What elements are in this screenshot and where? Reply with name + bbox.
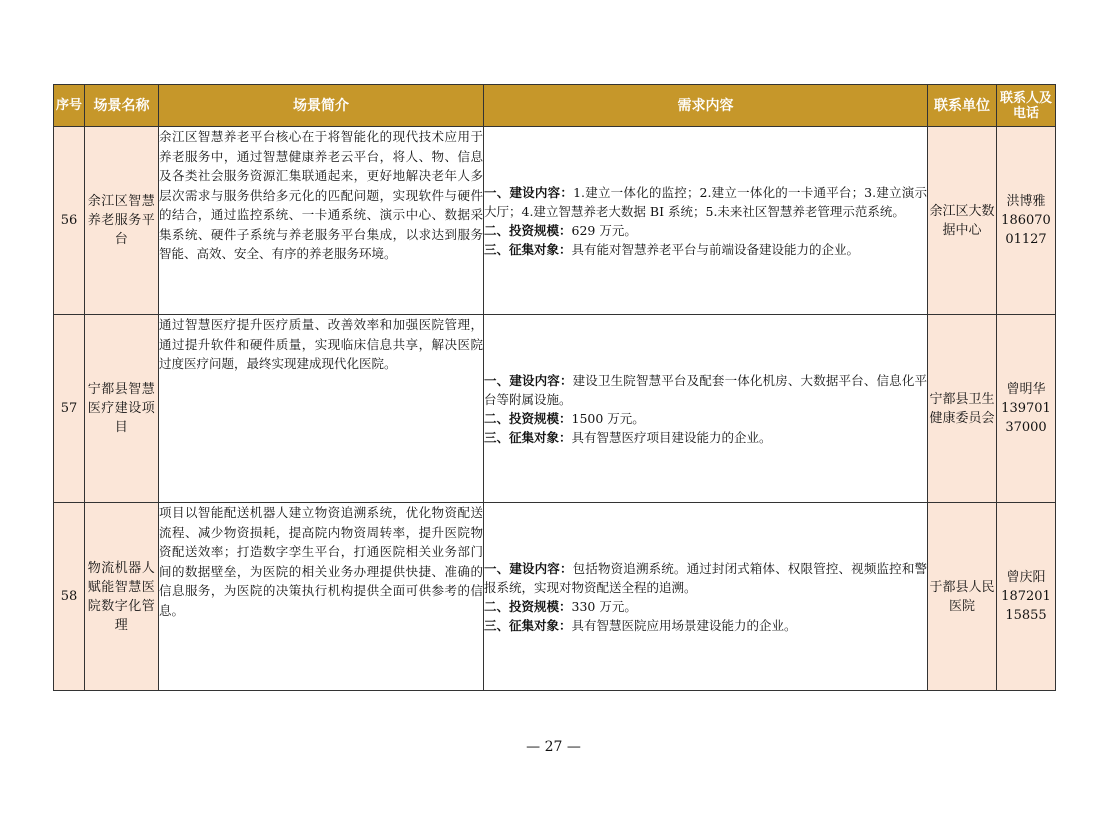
scale-label: 二、投资规模：: [484, 598, 572, 614]
row-contact: [997, 127, 1056, 315]
row-num: 58: [54, 503, 85, 691]
row-demand: [484, 503, 928, 691]
target-text: 具有智慧医疗项目建设能力的企业。: [571, 429, 772, 445]
row-name: 宁都县智慧医疗建设项目: [85, 315, 159, 503]
row-intro: 通过智慧医疗提升医疗质量、改善效率和加强医院管理，通过提升软件和硬件质量，实现临床信息共享，解决医院过度医疗问题，最终实现建成现代化医院。: [159, 315, 484, 503]
build-label: 一、建设内容：: [484, 184, 574, 200]
row-unit: 于都县人民医院: [928, 503, 997, 691]
contact-name: 曾明华: [1006, 382, 1046, 397]
header-unit: 联系单位: [928, 85, 997, 127]
contact-phone-part2: 37000: [1005, 420, 1047, 435]
project-table: [53, 84, 1056, 691]
build-text: 建设卫生院智慧平台及配套一体化机房、大数据平台、信息化平台等附属设施。: [484, 372, 927, 407]
contact-phone-part2: 15855: [1005, 608, 1047, 623]
target-label: 三、征集对象：: [484, 241, 572, 257]
row-unit: 宁都县卫生健康委员会: [928, 315, 997, 503]
build-label: 一、建设内容：: [484, 560, 573, 576]
table-row: [54, 315, 1056, 503]
row-demand: [484, 127, 928, 315]
row-num: 57: [54, 315, 85, 503]
row-intro: 项目以智能配送机器人建立物资追溯系统，优化物资配送流程、减少物资损耗，提高院内物资周转率，提升医院物资配送效率；打造数字孪生平台，打通医院相关业务部门间的数据壁垒，为医院的相关业务办理提供快捷、准确的信息服务，为医院的决策执行机构提供全面可供参考的信息。: [159, 503, 484, 691]
build-label: 一、建设内容：: [484, 372, 573, 388]
scale-label: 二、投资规模：: [484, 222, 572, 238]
scale-text: 629 万元。: [571, 222, 637, 238]
target-label: 三、征集对象：: [484, 429, 572, 445]
header-num: 序号: [54, 85, 85, 127]
contact-phone-part1: 186070: [1001, 213, 1051, 228]
header-intro: 场景简介: [159, 85, 484, 127]
target-text: 具有能对智慧养老平台与前端设备建设能力的企业。: [571, 241, 860, 257]
row-unit: 余江区大数据中心: [928, 127, 997, 315]
header-contact: 联系人及电话: [997, 85, 1056, 127]
row-demand: [484, 315, 928, 503]
row-contact: [997, 315, 1056, 503]
contact-phone-part1: 139701: [1001, 401, 1051, 416]
scale-text: 1500 万元。: [571, 410, 645, 426]
row-name: 物流机器人赋能智慧医院数字化管理: [85, 503, 159, 691]
target-label: 三、征集对象：: [484, 617, 572, 633]
table-row: [54, 503, 1056, 691]
build-text: 包括物资追溯系统。通过封闭式箱体、权限管控、视频监控和警报系统，实现对物资配送全程的追溯。: [484, 560, 927, 595]
page-number: — 27 —: [526, 739, 581, 755]
row-num: 56: [54, 127, 85, 315]
row-name: 余江区智慧养老服务平台: [85, 127, 159, 315]
row-intro: 余江区智慧养老平台核心在于将智能化的现代技术应用于养老服务中，通过智慧健康养老云平台，将人、物、信息及各类社会服务资源汇集联通起来，更好地解决老年人多层次需求与服务供给多元化的匹配问题，实现软件与硬件的结合，通过监控系统、一卡通系统、演示中心、数据采集系统、硬件子系统与养老服务平台集成，以求达到服务智能、高效、安全、有序的养老服务环境。: [159, 127, 484, 315]
contact-name: 洪博雅: [1006, 194, 1046, 209]
contact-phone-part1: 187201: [1001, 589, 1051, 604]
row-contact: [997, 503, 1056, 691]
header-name: 场景名称: [85, 85, 159, 127]
table-header-row: [54, 85, 1056, 127]
contact-name: 曾庆阳: [1006, 570, 1046, 585]
scale-label: 二、投资规模：: [484, 410, 572, 426]
build-text: 1.建立一体化的监控；2.建立一体化的一卡通平台；3.建立演示大厅；4.建立智慧养老大数据 BI 系统；5.未来社区智慧养老管理示范系统。: [484, 184, 927, 219]
header-demand: 需求内容: [484, 85, 928, 127]
scale-text: 330 万元。: [571, 598, 637, 614]
target-text: 具有智慧医院应用场景建设能力的企业。: [571, 617, 797, 633]
contact-phone-part2: 01127: [1005, 232, 1047, 247]
table-row: [54, 127, 1056, 315]
